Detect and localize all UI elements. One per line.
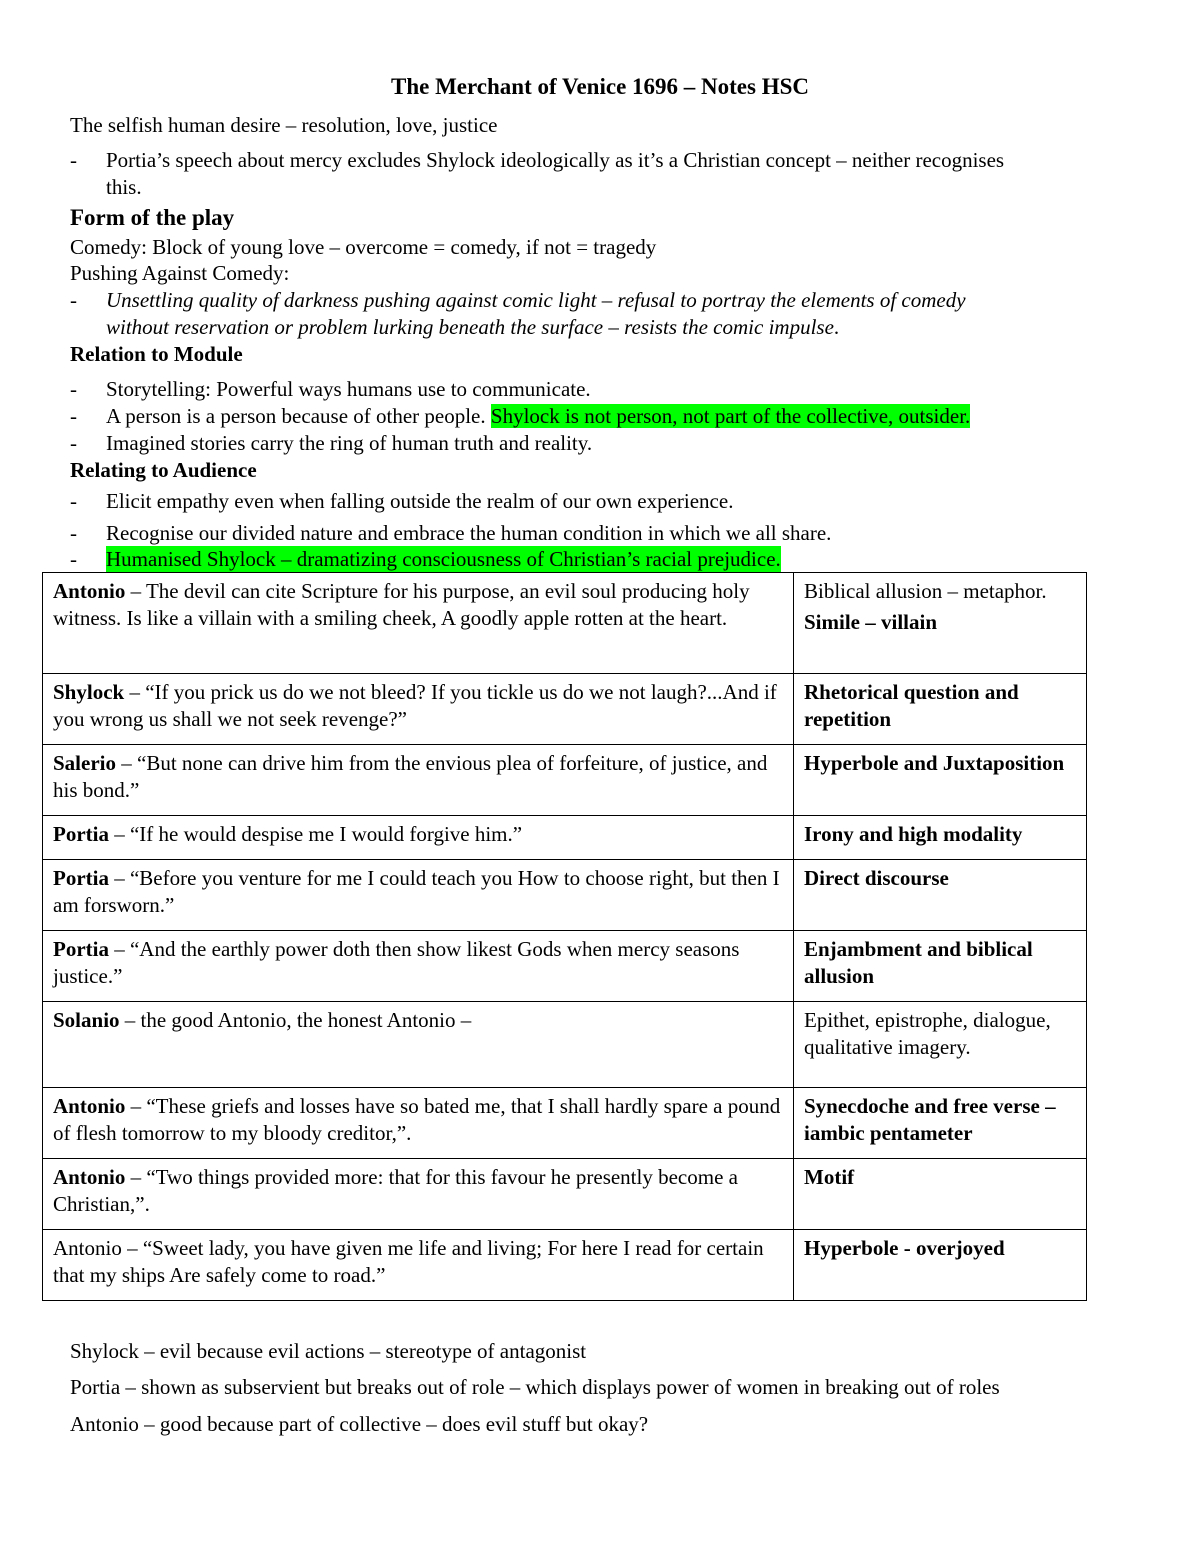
quote-text: – “If you prick us do we not bleed? If you tickle us do we not laugh?...And if you wrong us shall we not seek revenge?”: [53, 680, 777, 731]
quote-text: – The devil can cite Scripture for his purpose, an evil soul producing holy witness. Is like a villain with a smiling cheek, A goodly apple rotten at the heart.: [53, 579, 750, 630]
quote-cell: [43, 816, 794, 860]
table-row: [43, 931, 1087, 1002]
summary-line-antonio: Antonio – good because part of collective – does evil stuff but okay?: [70, 1412, 649, 1436]
device-cell: Epithet, epistrophe, dialogue, qualitative imagery.: [794, 1002, 1087, 1088]
table-row: [43, 674, 1087, 745]
quote-text: – “And the earthly power doth then show likest Gods when mercy seasons justice.”: [53, 937, 740, 988]
quote-text: – “Before you venture for me I could teach you How to choose right, but then I am forsworn.”: [53, 866, 780, 917]
speaker-name: Portia: [53, 866, 109, 890]
comedy-line: Comedy: Block of young love – overcome = comedy, if not = tragedy: [70, 235, 657, 259]
bullet-dash: -: [70, 404, 77, 428]
quote-cell: Antonio – “Sweet lady, you have given me life and living; For here I read for certain that my ships Are safely come to road.”: [43, 1230, 794, 1301]
audience-bullet-text-2: Recognise our divided nature and embrace the human condition in which we all share.: [106, 521, 832, 545]
audience-heading: Relating to Audience: [70, 458, 257, 482]
bullet-dash: -: [70, 431, 77, 455]
device-text: Biblical allusion – metaphor.: [804, 579, 1047, 603]
quote-cell: [43, 1088, 794, 1159]
quote-text: – “Two things provided more: that for this favour he presently become a Christian,”.: [53, 1165, 738, 1216]
bullet-dash: -: [70, 521, 77, 545]
table-row: [43, 573, 1087, 674]
speaker-name: Antonio: [53, 1094, 126, 1118]
quote-cell: [43, 674, 794, 745]
form-bullet-text-2: without reservation or problem lurking beneath the surface – resists the comic impulse: [106, 315, 834, 339]
module-bullet-text-2: A person is a person because of other people.: [106, 404, 491, 428]
device-cell: Irony and high modality: [794, 816, 1087, 860]
quote-cell: [43, 1002, 794, 1088]
quote-cell: [43, 1159, 794, 1230]
table-row: [43, 1088, 1087, 1159]
speaker-name: Salerio: [53, 751, 116, 775]
speaker-name: Antonio: [53, 579, 126, 603]
module-bullet-line-2: [106, 403, 970, 430]
table-row: [43, 816, 1087, 860]
summary-line-shylock: Shylock – evil because evil actions – stereotype of antagonist: [70, 1339, 587, 1363]
device-cell: Hyperbole and Juxtaposition: [794, 745, 1087, 816]
device-cell: Motif: [794, 1159, 1087, 1230]
device-cell: Hyperbole - overjoyed: [794, 1230, 1087, 1301]
speaker-name: Shylock: [53, 680, 125, 704]
form-bullet-line-2: [106, 314, 839, 341]
form-heading: Form of the play: [70, 205, 235, 230]
bullet-dash: -: [70, 489, 77, 513]
module-bullet-text-1: Storytelling: Powerful ways humans use to communicate.: [106, 377, 591, 401]
module-heading: Relation to Module: [70, 342, 243, 366]
intro-bullet-text-2: this.: [106, 175, 142, 199]
form-bullet-end: .: [833, 315, 840, 339]
intro-bullet-text-1: Portia’s speech about mercy excludes Shylock ideologically as it’s a Christian concept – neither recognises: [106, 148, 1005, 172]
table-row: [43, 1230, 1087, 1301]
device-cell: Rhetorical question and repetition: [794, 674, 1087, 745]
quote-text: – “These griefs and losses have so bated me, that I shall hardly spare a pound of flesh tomorrow to my bloody creditor,”.: [53, 1094, 781, 1145]
quote-cell: [43, 860, 794, 931]
speaker-name: Portia: [53, 937, 109, 961]
speaker-name: Solanio: [53, 1008, 120, 1032]
document-title: The Merchant of Venice 1696 – Notes HSC: [390, 74, 810, 99]
quote-text: – “If he would despise me I would forgive him.”: [108, 822, 523, 846]
bullet-dash: -: [70, 547, 77, 571]
quote-cell: [43, 573, 794, 674]
quote-text: – the good Antonio, the honest Antonio –: [119, 1008, 472, 1032]
device-cell: Enjambment and biblical allusion: [794, 931, 1087, 1002]
device-subtext: Simile – villain: [804, 610, 938, 634]
highlighted-text: Humanised Shylock – dramatizing consciousness of Christian’s racial prejudice.: [106, 547, 781, 571]
table-row: [43, 1159, 1087, 1230]
module-bullet-text-3: Imagined stories carry the ring of human truth and reality.: [106, 431, 593, 455]
table-row: [43, 745, 1087, 816]
quote-cell: [43, 931, 794, 1002]
summary-line-portia: Portia – shown as subservient but breaks out of role – which displays power of women in breaking out of roles: [70, 1375, 1000, 1399]
form-bullet-text-1: Unsettling quality of darkness pushing against comic light – refusal to portray the elements of comedy: [106, 288, 966, 312]
audience-bullet-text-1: Elicit empathy even when falling outside the realm of our own experience.: [106, 489, 734, 513]
speaker-name: Antonio: [53, 1165, 126, 1189]
quotes-table: [42, 572, 1087, 1301]
highlighted-text: Shylock is not person, not part of the collective, outsider.: [490, 404, 971, 428]
table-row: [43, 860, 1087, 931]
bullet-dash: -: [70, 377, 77, 401]
bullet-dash: -: [70, 288, 77, 312]
device-cell: [794, 573, 1087, 674]
device-cell: Direct discourse: [794, 860, 1087, 931]
device-cell: Synecdoche and free verse – iambic pentameter: [794, 1088, 1087, 1159]
speaker-name: Portia: [53, 822, 109, 846]
quote-text: – “But none can drive him from the envious plea of forfeiture, of justice, and his bond.”: [53, 751, 768, 802]
table-row: [43, 1002, 1087, 1088]
intro-line: The selfish human desire – resolution, love, justice: [70, 113, 498, 137]
bullet-dash: -: [70, 148, 77, 172]
pushing-line: Pushing Against Comedy:: [70, 261, 290, 285]
quote-cell: [43, 745, 794, 816]
